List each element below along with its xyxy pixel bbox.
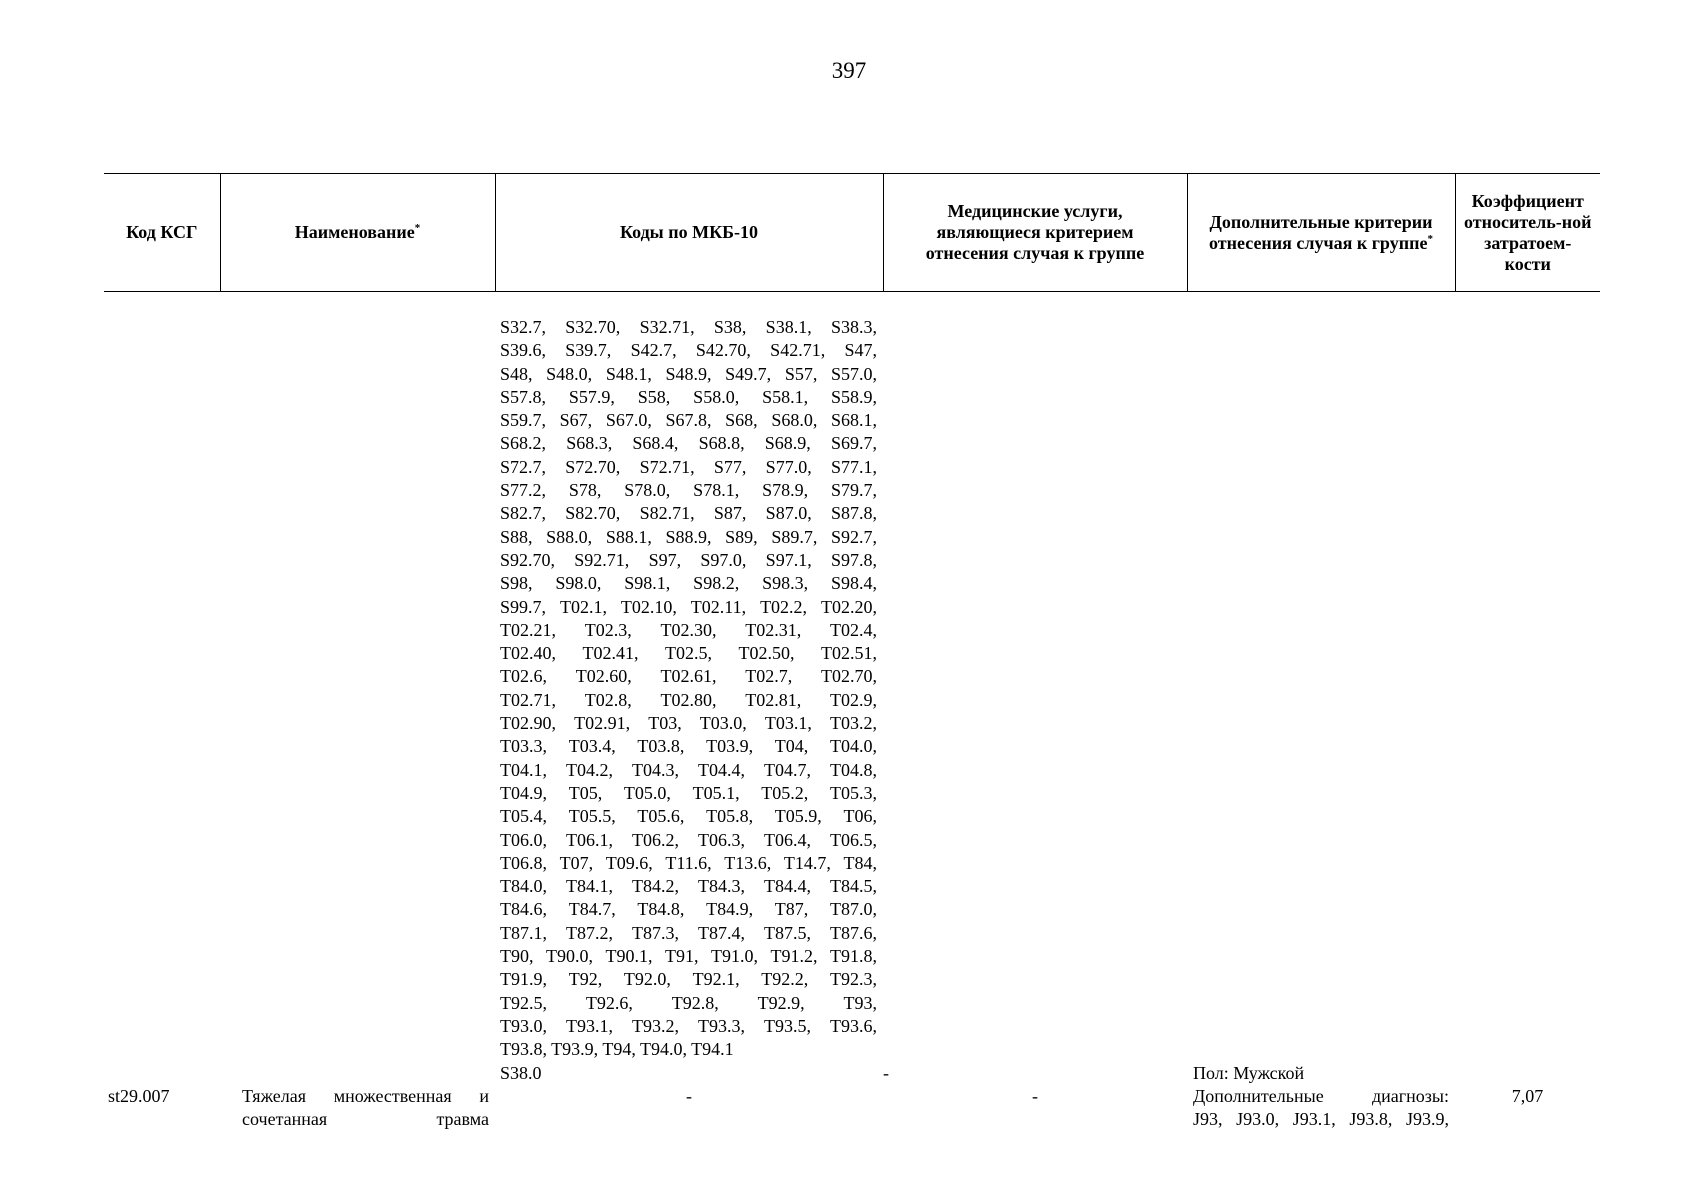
mkb-code-line: S39.6, S39.7, S42.7, S42.70, S42.71, S47, xyxy=(500,340,877,361)
mkb-code-line: T84.6, T84.7, T84.8, T84.9, T87, T87.0, xyxy=(500,899,877,920)
mkb-code-line: T04.1, T04.2, T04.3, T04.4, T04.7, T04.8, xyxy=(500,759,877,780)
criteria-line: Дополнительные диагнозы: xyxy=(1193,1085,1449,1106)
cell-coef: 7,07 xyxy=(1511,1085,1544,1106)
mkb-code-line: T02.6, T02.60, T02.61, T02.7, T02.70, xyxy=(500,666,877,687)
mkb-code-line: S59.7, S67, S67.0, S67.8, S68, S68.0, S68.1, xyxy=(500,410,877,431)
name-line: Тяжелая множественная и xyxy=(242,1085,489,1106)
cell-coef-empty xyxy=(1455,316,1600,1085)
footnote-mark: * xyxy=(414,222,421,234)
cell-name-empty xyxy=(220,316,495,1085)
mkb-code-tail: S38.0 xyxy=(500,1062,542,1083)
mkb-code-line: T02.21, T02.3, T02.30, T02.31, T02.4, xyxy=(500,619,877,640)
header-coefficient: Коэффициент относитель-ной затратоем-кости xyxy=(1455,174,1600,292)
mkb-code-line: S98, S98.0, S98.1, S98.2, S98.3, S98.4, xyxy=(500,573,877,594)
cell-name xyxy=(220,1085,495,1132)
mkb-code-line: S92.70, S92.71, S97, S97.0, S97.1, S97.8, xyxy=(500,549,877,570)
criteria-line: J93, J93.0, J93.1, J93.8, J93.9, xyxy=(1193,1109,1449,1130)
mkb-code-line: T93.0, T93.1, T93.2, T93.3, T93.5, T93.6, xyxy=(500,1015,877,1036)
mkb-code-line: S88, S88.0, S88.1, S88.9, S89, S89.7, S92.7, xyxy=(500,526,877,547)
mkb-code-line: T92.5, T92.6, T92.8, T92.9, T93, xyxy=(500,992,877,1013)
mkb-code-line: T90, T90.0, T90.1, T91, T91.0, T91.2, T91.8, xyxy=(500,946,877,967)
mkb-code-line: T02.40, T02.41, T02.5, T02.50, T02.51, xyxy=(500,643,877,664)
mkb-code-line: S32.7, S32.70, S32.71, S38, S38.1, S38.3, xyxy=(500,317,877,337)
table-row xyxy=(104,1085,1600,1132)
cell-mkb-codes xyxy=(495,316,883,1085)
name-line: сочетанная травма xyxy=(242,1109,489,1130)
mkb-code-line: T02.90, T02.91, T03, T03.0, T03.1, T03.2, xyxy=(500,713,877,734)
cell-services-value: - xyxy=(1032,1085,1038,1106)
header-mkb-codes: Коды по МКБ-10 xyxy=(495,174,883,292)
table-row-continued xyxy=(104,316,1600,1085)
mkb-code-line: S77.2, S78, S78.0, S78.1, S78.9, S79.7, xyxy=(500,480,877,501)
header-medical-services: Медицинские услуги, являющиеся критерием отнесения случая к группе xyxy=(883,174,1187,292)
footnote-mark: * xyxy=(1427,232,1433,245)
cell-criteria-value xyxy=(1187,1085,1455,1132)
page-number: 397 xyxy=(831,58,867,83)
ksg-table xyxy=(104,173,1600,1131)
mkb-code-line: S57.8, S57.9, S58, S58.0, S58.1, S58.9, xyxy=(500,386,877,407)
mkb-code-line: T06.8, T07, T09.6, T11.6, T13.6, T14.7, T84, xyxy=(500,852,877,873)
mkb-code-line: T87.1, T87.2, T87.3, T87.4, T87.5, T87.6, xyxy=(500,922,877,943)
services-dash: - xyxy=(883,1062,889,1083)
mkb-code-line: S82.7, S82.70, S82.71, S87, S87.0, S87.8, xyxy=(500,503,877,524)
mkb-code-line: S48, S48.0, S48.1, S48.9, S49.7, S57, S57.0, xyxy=(500,363,877,384)
mkb-code-line: T84.0, T84.1, T84.2, T84.3, T84.4, T84.5, xyxy=(500,876,877,897)
mkb-code-line: S68.2, S68.3, S68.4, S68.8, S68.9, S69.7, xyxy=(500,433,877,454)
mkb-code-line: T91.9, T92, T92.0, T92.1, T92.2, T92.3, xyxy=(500,969,877,990)
cell-mkb: - xyxy=(686,1085,692,1106)
cell-code: st29.007 xyxy=(108,1085,170,1106)
mkb-code-line: T93.8, T93.9, T94, T94.0, T94.1 xyxy=(500,1039,734,1060)
mkb-code-line: T02.71, T02.8, T02.80, T02.81, T02.9, xyxy=(500,689,877,710)
mkb-code-line: S72.7, S72.70, S72.71, S77, S77.0, S77.1, xyxy=(500,456,877,477)
header-name: Наименование* xyxy=(220,174,495,292)
mkb-code-line: T04.9, T05, T05.0, T05.1, T05.2, T05.3, xyxy=(500,782,877,803)
header-additional-criteria: Дополнительные критерии отнесения случая к группе* xyxy=(1187,174,1455,292)
mkb-code-line: T06.0, T06.1, T06.2, T06.3, T06.4, T06.5, xyxy=(500,829,877,850)
mkb-code-list xyxy=(500,316,877,1062)
mkb-code-line: S99.7, T02.1, T02.10, T02.11, T02.2, T02.20, xyxy=(500,596,877,617)
mkb-code-line: T03.3, T03.4, T03.8, T03.9, T04, T04.0, xyxy=(500,736,877,757)
header-code: Код КСГ xyxy=(104,174,220,292)
cell-criteria xyxy=(1187,316,1455,1085)
cell-code-empty xyxy=(104,316,220,1085)
cell-services xyxy=(883,316,1187,1085)
criteria-text: Пол: Мужской xyxy=(1193,1062,1305,1083)
table-header-row xyxy=(104,174,1600,292)
mkb-code-line: T05.4, T05.5, T05.6, T05.8, T05.9, T06, xyxy=(500,806,877,827)
